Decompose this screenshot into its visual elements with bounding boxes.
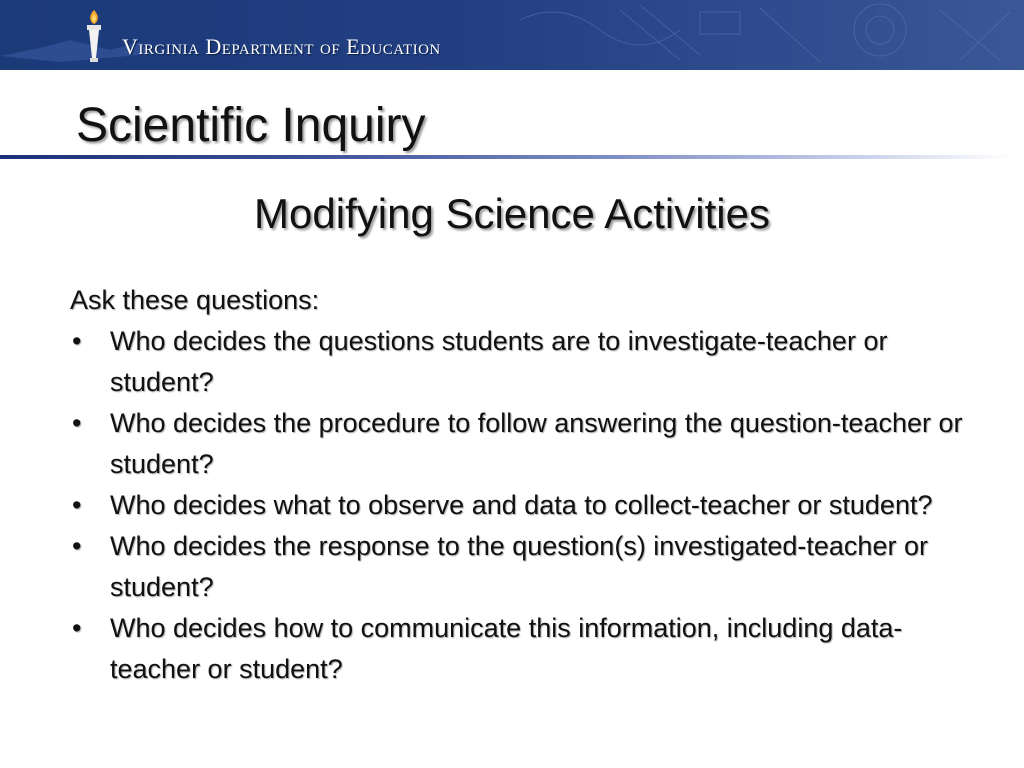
- bullet-icon: •: [72, 531, 82, 561]
- bullet-icon: •: [72, 613, 82, 643]
- question-text: Who decides the questions students are to investigate-teacher or student?: [110, 326, 888, 397]
- question-text: Who decides how to communicate this information, including data-teacher or student?: [110, 613, 903, 684]
- bullet-icon: •: [72, 408, 82, 438]
- org-name: Virginia Department of Education: [122, 34, 441, 59]
- question-list: [70, 321, 970, 690]
- bullet-icon: •: [72, 326, 82, 356]
- slide-body: [70, 280, 970, 690]
- bullet-icon: •: [72, 490, 82, 520]
- intro-text: Ask these questions:: [70, 285, 320, 315]
- header-banner: [0, 0, 1024, 70]
- slide-subtitle: Modifying Science Activities: [254, 190, 770, 237]
- list-item: [70, 526, 970, 608]
- title-divider: [0, 155, 1012, 159]
- question-text: Who decides the procedure to follow answering the question-teacher or student?: [110, 408, 963, 479]
- slide-title: Scientific Inquiry: [76, 99, 426, 152]
- list-item: [70, 608, 970, 690]
- question-text: Who decides the response to the question(s) investigated-teacher or student?: [110, 531, 928, 602]
- list-item: [70, 485, 970, 526]
- list-item: [70, 321, 970, 403]
- question-text: Who decides what to observe and data to collect-teacher or student?: [110, 490, 933, 520]
- torch-logo-icon: [80, 8, 108, 64]
- list-item: [70, 403, 970, 485]
